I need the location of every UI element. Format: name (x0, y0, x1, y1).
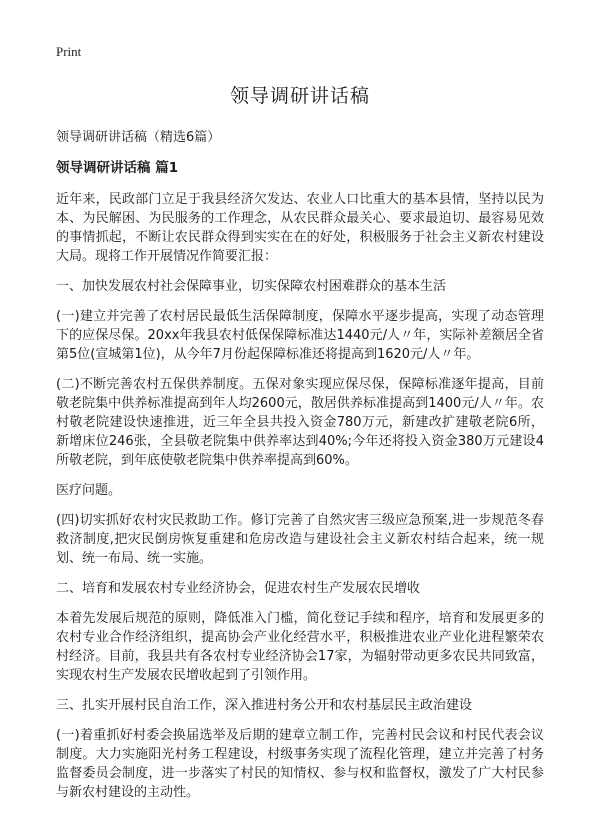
print-link[interactable]: Print (56, 44, 82, 59)
paragraph-item-1-1: (一)建立并完善了农村居民最低生活保障制度，保障水平逐步提高，实现了动态管理下的应保尽保。20xx年我县农村低保保障标准达1440元/人〃年，实际补差额居全省第5位(宣城第1位)，从今年7月份起保障标准还将提高到1620元/人〃年。 (56, 309, 544, 362)
paragraph-item-1-4: (四)切实抓好农村灾民救助工作。修订完善了自然灾害三级应急预案,进一步规范冬春救济制度,把灾民倒房恢复重建和危房改造与建设社会主义新农村结合起来，统一规划、统一布局、统一实施。 (56, 513, 544, 566)
paragraph-intro: 近年来，民政部门立足于我县经济欠发达、农业人口比重大的基本县情，坚持以民为本、为民解困、为民服务的工作理念，从农民群众最关心、要求最迫切、最容易见效的事情抓起，不断让农民群众得到实实在在的好处，积极服务于社会主义新农村建设大局。现将工作开展情况作简要汇报： (56, 192, 544, 264)
paragraph-item-1-2: (二)不断完善农村五保供养制度。五保对象实现应保尽保，保障标准逐年提高，目前敬老院集中供养标准提高到年人均2600元，散居供养标准提高到1400元/人〃年。农村敬老院建设快速推进，近三年全县共投入资金780万元，新建改扩建敬老院6所，新增床位246张，全县敬老院集中供养率达到40%;今年还将投入资金380万元建设4所敬老院，到年底使敬老院集中供养率提高到60%。 (56, 377, 544, 468)
paragraph-item-3-1: (一)着重抓好村委会换届选举及后期的建章立制工作，完善村民会议和村民代表会议制度。大力实施阳光村务工程建设，村级事务实现了流程化管理，建立并完善了村务监督委员会制度，进一步落实了村民的知情权、参与权和监督权，激发了广大村民参与新农村建设的主动性。 (56, 728, 544, 800)
paragraph-heading-3: 三、扎实开展村民自治工作，深入推进村务公开和农村基层民主政治建设 (56, 698, 473, 713)
section-heading: 领导调研讲话稿 篇1 (56, 160, 179, 176)
document-title: 领导调研讲话稿 (229, 85, 370, 107)
paragraph-heading-1: 一、加快发展农村社会保障事业，切实保障农村困难群众的基本生活 (56, 279, 447, 294)
paragraph-medical: 医疗问题。 (56, 483, 122, 498)
paragraph-item-2: 本着先发展后规范的原则，降低准入门槛，简化登记手续和程序，培育和发展更多的农村专业合作经济组织，提高协会产业化经营水平，积极推进农业产业化进程繁荣农村经济。目前，我县共有各农村专业经济协会17家，为辐射带动更多农民共同致富，实现农村生产发展农民增收起到了引领作用。 (56, 611, 544, 683)
paragraph-heading-2: 二、培育和发展农村专业经济协会，促进农村生产发展农民增收 (56, 581, 421, 596)
document-subtitle: 领导调研讲话稿（精选6篇） (56, 130, 221, 145)
